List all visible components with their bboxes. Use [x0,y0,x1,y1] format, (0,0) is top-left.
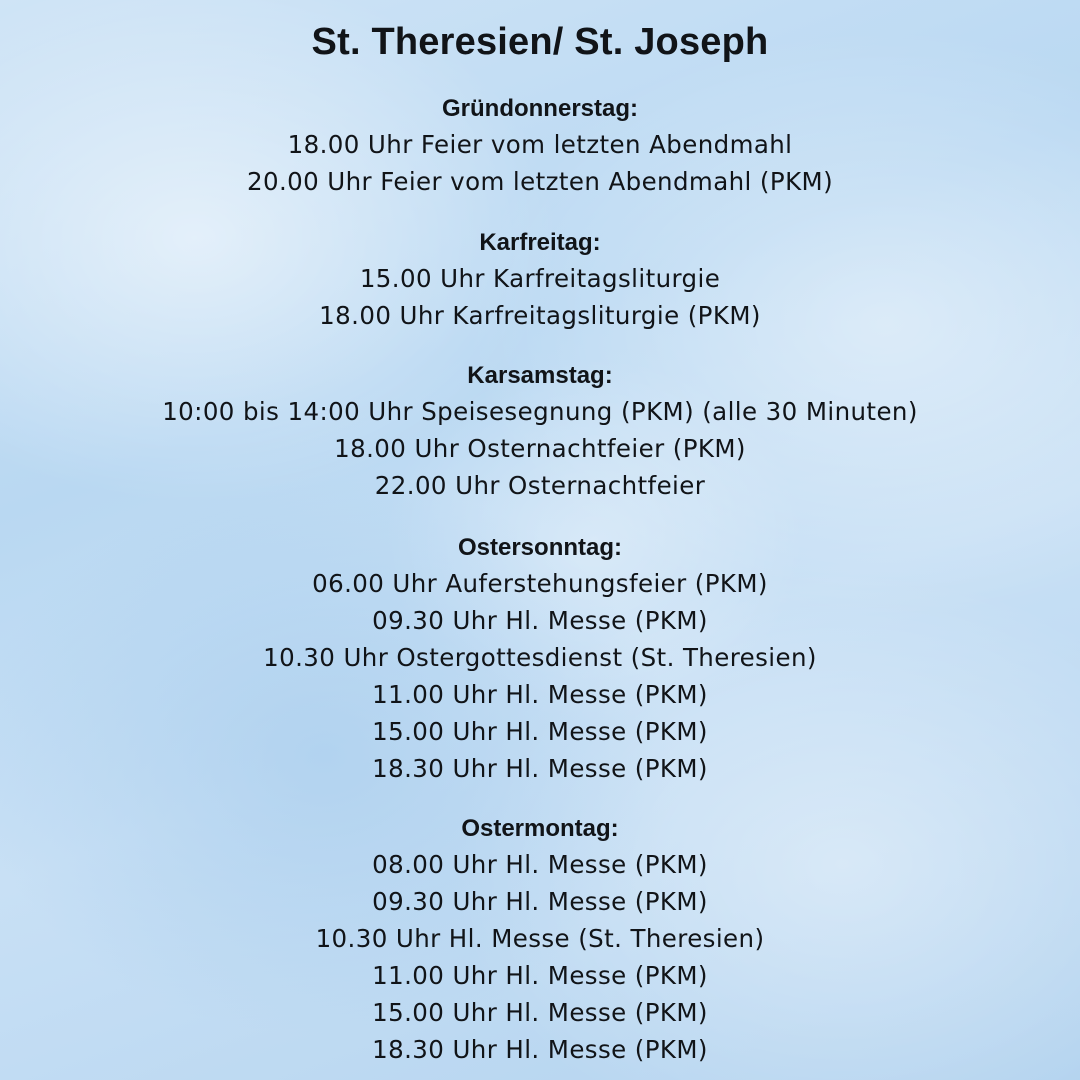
section-karsamstag [0,359,1080,504]
service-line: 08.00 Uhr Hl. Messe (PKM) [372,850,708,879]
section-karfreitag [0,226,1080,334]
service-line: 18.00 Uhr Karfreitagsliturgie (PKM) [319,301,761,330]
service-line: 11.00 Uhr Hl. Messe (PKM) [372,961,708,990]
section-ostersonntag [0,531,1080,787]
service-line: 10:00 bis 14:00 Uhr Speisesegnung (PKM) (alle 30 Minuten) [162,397,918,426]
day-heading: Ostersonntag: [457,534,622,561]
day-heading: Ostermontag: [461,815,619,842]
section-ostermontag [0,812,1080,1068]
page-title: St. Theresien/ St. Joseph [311,21,769,63]
service-line: 09.30 Uhr Hl. Messe (PKM) [372,887,708,916]
service-line: 22.00 Uhr Osternachtfeier [374,471,706,500]
service-line: 11.00 Uhr Hl. Messe (PKM) [372,680,708,709]
service-line: 20.00 Uhr Feier vom letzten Abendmahl (PKM) [246,167,834,196]
service-line: 18.00 Uhr Feier vom letzten Abendmahl [287,130,793,159]
service-line: 10.30 Uhr Ostergottesdienst (St. Theresien) [263,643,817,672]
service-line: 15.00 Uhr Karfreitagsliturgie [359,264,721,293]
day-heading: Karsamstag: [467,362,613,389]
service-line: 18.30 Uhr Hl. Messe (PKM) [372,1035,708,1064]
service-line: 10.30 Uhr Hl. Messe (St. Theresien) [315,924,765,953]
section-gruendonnerstag [0,92,1080,200]
service-line: 06.00 Uhr Auferstehungsfeier (PKM) [312,569,768,598]
day-heading: Karfreitag: [479,229,601,256]
service-line: 15.00 Uhr Hl. Messe (PKM) [372,998,708,1027]
service-line: 18.00 Uhr Osternachtfeier (PKM) [334,434,746,463]
service-line: 15.00 Uhr Hl. Messe (PKM) [372,717,708,746]
day-heading: Gründonnerstag: [442,95,638,122]
service-line: 09.30 Uhr Hl. Messe (PKM) [372,606,708,635]
service-line: 18.30 Uhr Hl. Messe (PKM) [372,754,708,783]
